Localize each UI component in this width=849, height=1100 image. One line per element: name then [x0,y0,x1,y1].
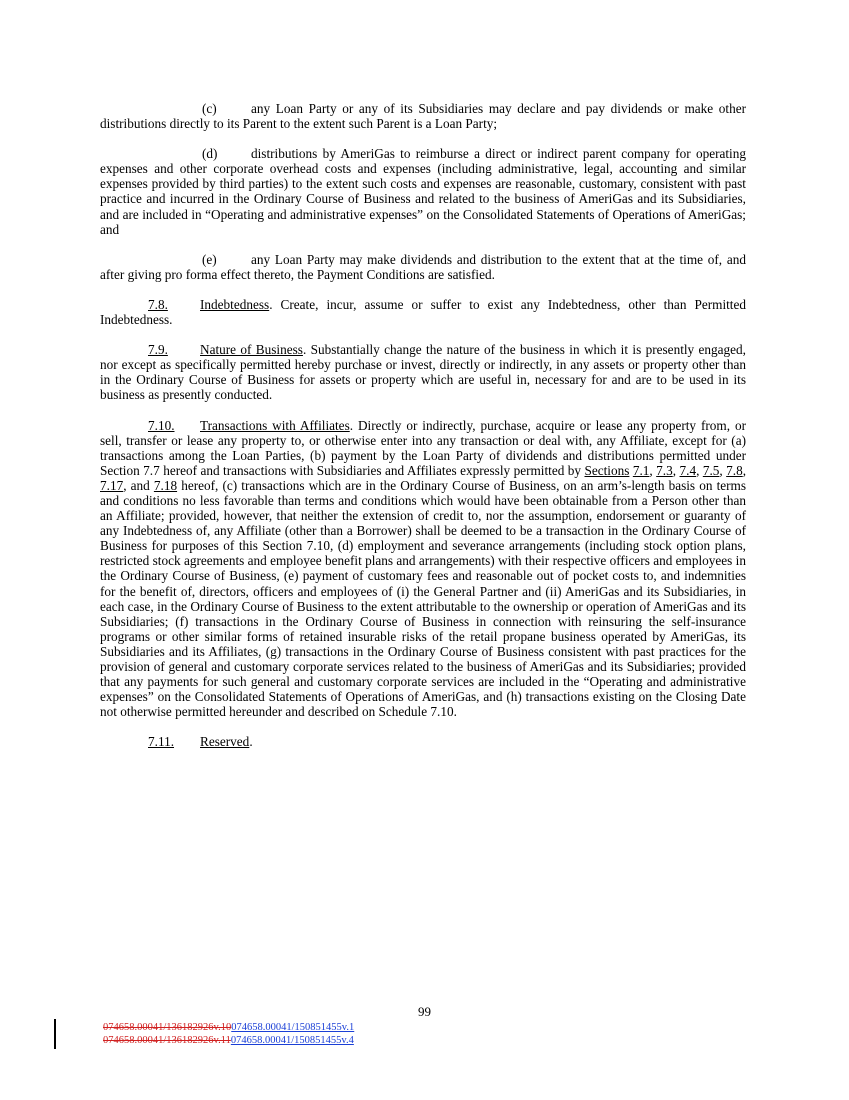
section-7-11 [100,734,746,749]
section-ref-7-18[interactable]: 7.18 [153,477,178,493]
inserted-document-id-1: 074658.00041/150851455v.1 [231,1022,355,1033]
document-body [100,101,746,764]
section-7-11-number: 7.11. [148,734,175,750]
section-7-8-text: . Create, incur, assume or suffer to exist any Indebtedness, other than Permitted Indebtedness. [100,296,746,328]
paragraph-d-label: (d) [202,146,218,162]
section-ref-7-3[interactable]: 7.3 [656,462,673,478]
section-7-9-title: Nature of Business [200,342,303,358]
section-ref-7-1[interactable]: 7.1 [632,462,650,478]
section-7-10-text-a: . Directly or indirectly, purchase, acquire or lease any property from, or sell, transfer or lease any property to, or otherwise enter into any transaction or deal with, any Affiliate, except for (a) transactions among the Loan Parties, (b) payment by the Loan Party of dividends and distributions permitted under Section 7.7 hereof and transactions with Subsidiaries and Affiliates expressly permitted by [100,417,747,478]
revision-change-bar [54,1019,56,1049]
section-7-9-number: 7.9. [148,342,168,358]
section-ref-sections[interactable]: Sections [584,462,630,478]
paragraph-c-label: (c) [202,101,217,116]
section-7-10-text-b: hereof, (c) transactions which are in the Ordinary Course of Business, on an arm’s-length basis on terms and conditions no less favorable than terms and conditions which would have been obtainable from a Person other than an Affiliate; provided, however, that neither the extension of credit to, nor the assumption, endorsement or guaranty of any Indebtedness of, any Affiliate (other than a Borrower) shall be deemed to be a transaction in the Ordinary Course of Business for purposes of this Section 7.10, (d) employment and severance arrangements (including stock option plans, restricted stock agreements and employee benefit plans and arrangements) with their respective officers and employees in the Ordinary Course of Business, (e) payment of customary fees and reasonable out of pocket costs to, and indemnities for the benefit of, directors, officers and employees of (i) the General Partner and (ii) AmeriGas and its Subsidiaries, in each case, in the Ordinary Course of Business to the extent attributable to the ownership or operation of AmeriGas and its Subsidiaries; (f) transactions in the Ordinary Course of Business in connection with reinsuring the self-insurance programs or other similar forms of retained insurable risks of the retail propane business operated by AmeriGas, its Subsidiaries and its Affiliates, (g) transactions in the Ordinary Course of Business consistent with past practices for the provision of general and customary corporate services related to the business of AmeriGas and its Subsidiaries; provided that any payments for such general and customary corporate services are included in the “Operating and administrative expenses” on the Consolidated Statements of Operations of AmeriGas, and (h) transactions existing on the Closing Date not otherwise permitted hereunder and described on Schedule 7.10. [100,477,747,720]
section-7-10: 7.10. Transactions with Affiliates. Directly or indirectly, purchase, acquire or lease any property from, or sell, transfer or lease any property to, or otherwise enter into any transaction or deal with, any Affiliate, except for (a) transactions among the Loan Parties, (b) payment by the Loan Party of dividends and distributions permitted under Section 7.7 hereof and transactions with Subsidiaries and Affiliates expressly permitted by Sections 7.1, 7.3, 7.4, 7.5, 7.8, 7.17, and 7.18 hereof, (c) transactions which are in the Ordinary Course of Business, on an arm’s-length basis on terms and conditions no less favorable than terms and conditions which would have been obtainable from a Person other than an Affiliate; provided, however, that neither the extension of credit to, nor the assumption, endorsement or guaranty of any Indebtedness of, any Affiliate (other than a Borrower) shall be deemed to be a transaction in the Ordinary Course of Business for purposes of this Section 7.10, (d) employment and severance arrangements (including stock option plans, restricted stock agreements and employee benefit plans and arrangements) with their respective officers and employees in the Ordinary Course of Business, (e) payment of customary fees and reasonable out of pocket costs to, and indemnities for the benefit of, directors, officers and employees of (i) the General Partner and (ii) AmeriGas and its Subsidiaries, in each case, in the Ordinary Course of Business to the extent attributable to the ownership or operation of AmeriGas and its Subsidiaries; (f) transactions in the Ordinary Course of Business in connection with reinsuring the self-insurance programs or other similar forms of retained insurable risks of the retail propane business operated by AmeriGas, its Subsidiaries and its Affiliates, (g) transactions in the Ordinary Course of Business consistent with past practices for the provision of general and customary corporate services related to the business of AmeriGas and its Subsidiaries; provided that any payments for such general and customary corporate services are included in the “Operating and administrative expenses” on the Consolidated Statements of Operations of AmeriGas, and (h) transactions existing on the Closing Date not otherwise permitted hereunder and described on Schedule 7.10. [100,417,747,720]
section-7-11-text: . [249,734,253,750]
section-ref-and: and [130,477,150,493]
section-ref-7-5[interactable]: 7.5 [702,462,720,478]
page-number: 99 [418,1004,431,1019]
paragraph-e-label: (e) [202,251,217,267]
paragraph-e [100,252,746,282]
document-id-line-1 [103,1021,354,1034]
section-7-9 [100,342,746,402]
deleted-document-id-1: 074658.00041/136182926v.10 [103,1022,232,1033]
document-id-footer [103,1021,354,1047]
paragraph-d-text: distributions by AmeriGas to reimburse a direct or indirect parent company for operating expenses and other corporate overhead costs and expenses (including administrative, legal, accounting and similar expenses provided by third parties) to the extent such costs and expenses are reasonable, customary, consistent with past practice and incurred in the Ordinary Course of Business and related to the business of AmeriGas and its Subsidiaries, and are included in “Operating and administrative expenses” on the Consolidated Statements of Operations of AmeriGas; and [100,146,746,237]
section-7-10-number: 7.10. [148,417,175,433]
section-ref-7-4[interactable]: 7.4 [679,462,697,478]
deleted-document-id-2: 074658.00041/136182926v.11 [103,1035,231,1046]
section-7-8-number: 7.8. [148,296,168,312]
document-id-line-2 [103,1034,354,1047]
section-7-8-title: Indebtedness [200,296,270,312]
paragraph-d [100,146,746,237]
paragraph-e-text: any Loan Party may make dividends and distribution to the extent that at the time of, and after giving pro forma effect thereto, the Payment Conditions are satisfied. [100,251,746,282]
paragraph-c [100,101,746,131]
inserted-document-id-2: 074658.00041/150851455v.4 [230,1035,354,1046]
section-7-9-text: . Substantially change the nature of the business in which it is presently engaged, nor except as specifically permitted hereby purchase or invest, directly or indirectly, in any assets or property other than in the Ordinary Course of Business for assets or property which are useful in, necessary for and are to be used in its business as presently conducted. [100,342,746,403]
section-7-11-title: Reserved [200,734,250,750]
paragraph-c-text: any Loan Party or any of its Subsidiaries may declare and pay dividends or make other distributions directly to its Parent to the extent such Parent is a Loan Party; [100,101,746,132]
section-7-10-title: Transactions with Affiliates [200,417,350,433]
section-ref-7-17[interactable]: 7.17 [100,477,124,493]
section-7-8 [100,297,746,327]
section-ref-7-8[interactable]: 7.8 [726,462,743,478]
